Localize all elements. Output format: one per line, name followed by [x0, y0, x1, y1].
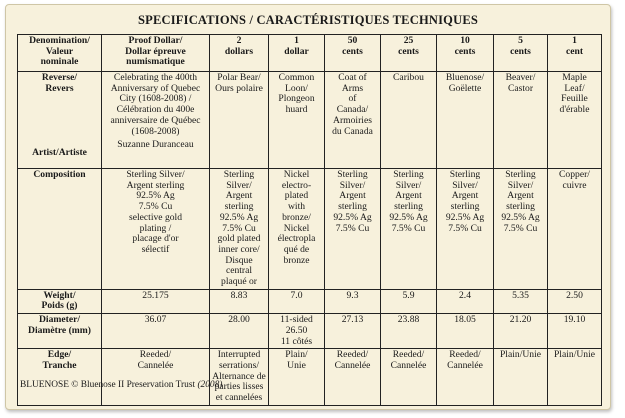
- page-title: SPECIFICATIONS / CARACTÉRISTIQUES TECHNIQUES: [137, 13, 479, 27]
- weight-1-dollar: 7.0: [269, 289, 325, 313]
- composition-10-cents: Sterling Silver/ Argent sterling 92.5% Ag 7.5% Cu: [437, 169, 494, 290]
- reverse-proof-dollar: Celebrating the 400th Anniversary of Quebec City (1608-2008) / Célébration du 400e anniversaire de Québec (1608-2008): [102, 72, 210, 139]
- composition-2-dollars: Sterling Silver/ Argent sterling 92.5% Ag 7.5% Cu gold plated inner core/ Disque central plaqué or: [210, 169, 269, 290]
- artist-5-cents: [494, 139, 548, 169]
- reverse-50-cents: Coat of Arms of Canada/ Armoiries du Canada: [325, 72, 381, 139]
- artist-25-cents: [381, 139, 437, 169]
- diameter-label: Diameter/ Diamètre (mm): [18, 314, 102, 349]
- edge-25-cents: Reeded/ Cannelée: [381, 349, 437, 406]
- weight-1-cent: 2.50: [548, 289, 602, 313]
- weight-label: Weight/ Poids (g): [18, 289, 102, 313]
- artist-1-dollar: [269, 139, 325, 169]
- copyright-year: (2008): [197, 380, 223, 390]
- diameter-50-cents: 27.13: [325, 314, 381, 349]
- diameter-row: [18, 314, 602, 349]
- specifications-table: [17, 34, 602, 406]
- reverse-row: [18, 72, 602, 139]
- header-1-dollar: 1 dollar: [269, 35, 325, 72]
- reverse-1-dollar: Common Loon/ Plongeon huard: [269, 72, 325, 139]
- artist-proof-dollar: Suzanne Duranceau: [102, 139, 210, 169]
- composition-1-dollar: Nickel electro- plated with bronze/ Nickel électropla qué de bronze: [269, 169, 325, 290]
- header-row: [18, 35, 602, 72]
- spec-card: [5, 4, 611, 410]
- header-2-dollars: 2 dollars: [210, 35, 269, 72]
- weight-50-cents: 9.3: [325, 289, 381, 313]
- reverse-1-cent: Maple Leaf/ Feuille d'érable: [548, 72, 602, 139]
- copyright-text: BLUENOSE © Bluenose II Preservation Trust: [20, 380, 196, 390]
- weight-row: [18, 289, 602, 313]
- header-proof-dollar: Proof Dollar/ Dollar épreuve numismatique: [102, 35, 210, 72]
- weight-2-dollars: 8.83: [210, 289, 269, 313]
- header-10-cents: 10 cents: [437, 35, 494, 72]
- diameter-1-dollar: 11-sided 26.50 11 côtés: [269, 314, 325, 349]
- weight-5-cents: 5.35: [494, 289, 548, 313]
- diameter-1-cent: 19.10: [548, 314, 602, 349]
- diameter-proof-dollar: 36.07: [102, 314, 210, 349]
- edge-2-dollars: Interrupted serrations/ Alternance de parties lisses et cannelées: [210, 349, 269, 406]
- composition-1-cent: Copper/ cuivre: [548, 169, 602, 290]
- edge-10-cents: Reeded/ Cannelée: [437, 349, 494, 406]
- edge-row: [18, 349, 602, 406]
- artist-10-cents: [437, 139, 494, 169]
- artist-50-cents: [325, 139, 381, 169]
- reverse-label: Reverse/ Revers: [18, 72, 102, 139]
- edge-5-cents: Plain/Unie: [494, 349, 548, 406]
- reverse-5-cents: Beaver/ Castor: [494, 72, 548, 139]
- weight-25-cents: 5.9: [381, 289, 437, 313]
- weight-10-cents: 2.4: [437, 289, 494, 313]
- reverse-10-cents: Bluenose/ Goëlette: [437, 72, 494, 139]
- header-label: Denomination/ Valeur nominale: [18, 35, 102, 72]
- edge-1-dollar: Plain/ Unie: [269, 349, 325, 406]
- diameter-10-cents: 18.05: [437, 314, 494, 349]
- header-50-cents: 50 cents: [325, 35, 381, 72]
- composition-row: [18, 169, 602, 290]
- diameter-5-cents: 21.20: [494, 314, 548, 349]
- artist-label: Artist/Artiste: [18, 139, 102, 169]
- edge-proof-dollar: Reeded/ Cannelée: [102, 349, 210, 406]
- artist-row: [18, 139, 602, 169]
- composition-50-cents: Sterling Silver/ Argent sterling 92.5% Ag 7.5% Cu: [325, 169, 381, 290]
- composition-5-cents: Sterling Silver/ Argent sterling 92.5% Ag 7.5% Cu: [494, 169, 548, 290]
- header-25-cents: 25 cents: [381, 35, 437, 72]
- weight-proof-dollar: 25.175: [102, 289, 210, 313]
- header-5-cents: 5 cents: [494, 35, 548, 72]
- edge-1-cent: Plain/Unie: [548, 349, 602, 406]
- diameter-2-dollars: 28.00: [210, 314, 269, 349]
- artist-1-cent: [548, 139, 602, 169]
- reverse-25-cents: Caribou: [381, 72, 437, 139]
- composition-proof-dollar: Sterling Silver/ Argent sterling 92.5% Ag 7.5% Cu selective gold plating / placage d'or sélectif: [102, 169, 210, 290]
- header-1-cent: 1 cent: [548, 35, 602, 72]
- composition-label: Composition: [18, 169, 102, 290]
- artist-2-dollars: [210, 139, 269, 169]
- diameter-25-cents: 23.88: [381, 314, 437, 349]
- copyright-footer: [20, 380, 222, 390]
- edge-label: Edge/ Tranche: [18, 349, 102, 406]
- composition-25-cents: Sterling Silver/ Argent sterling 92.5% Ag 7.5% Cu: [381, 169, 437, 290]
- edge-50-cents: Reeded/ Cannelée: [325, 349, 381, 406]
- reverse-2-dollars: Polar Bear/ Ours polaire: [210, 72, 269, 139]
